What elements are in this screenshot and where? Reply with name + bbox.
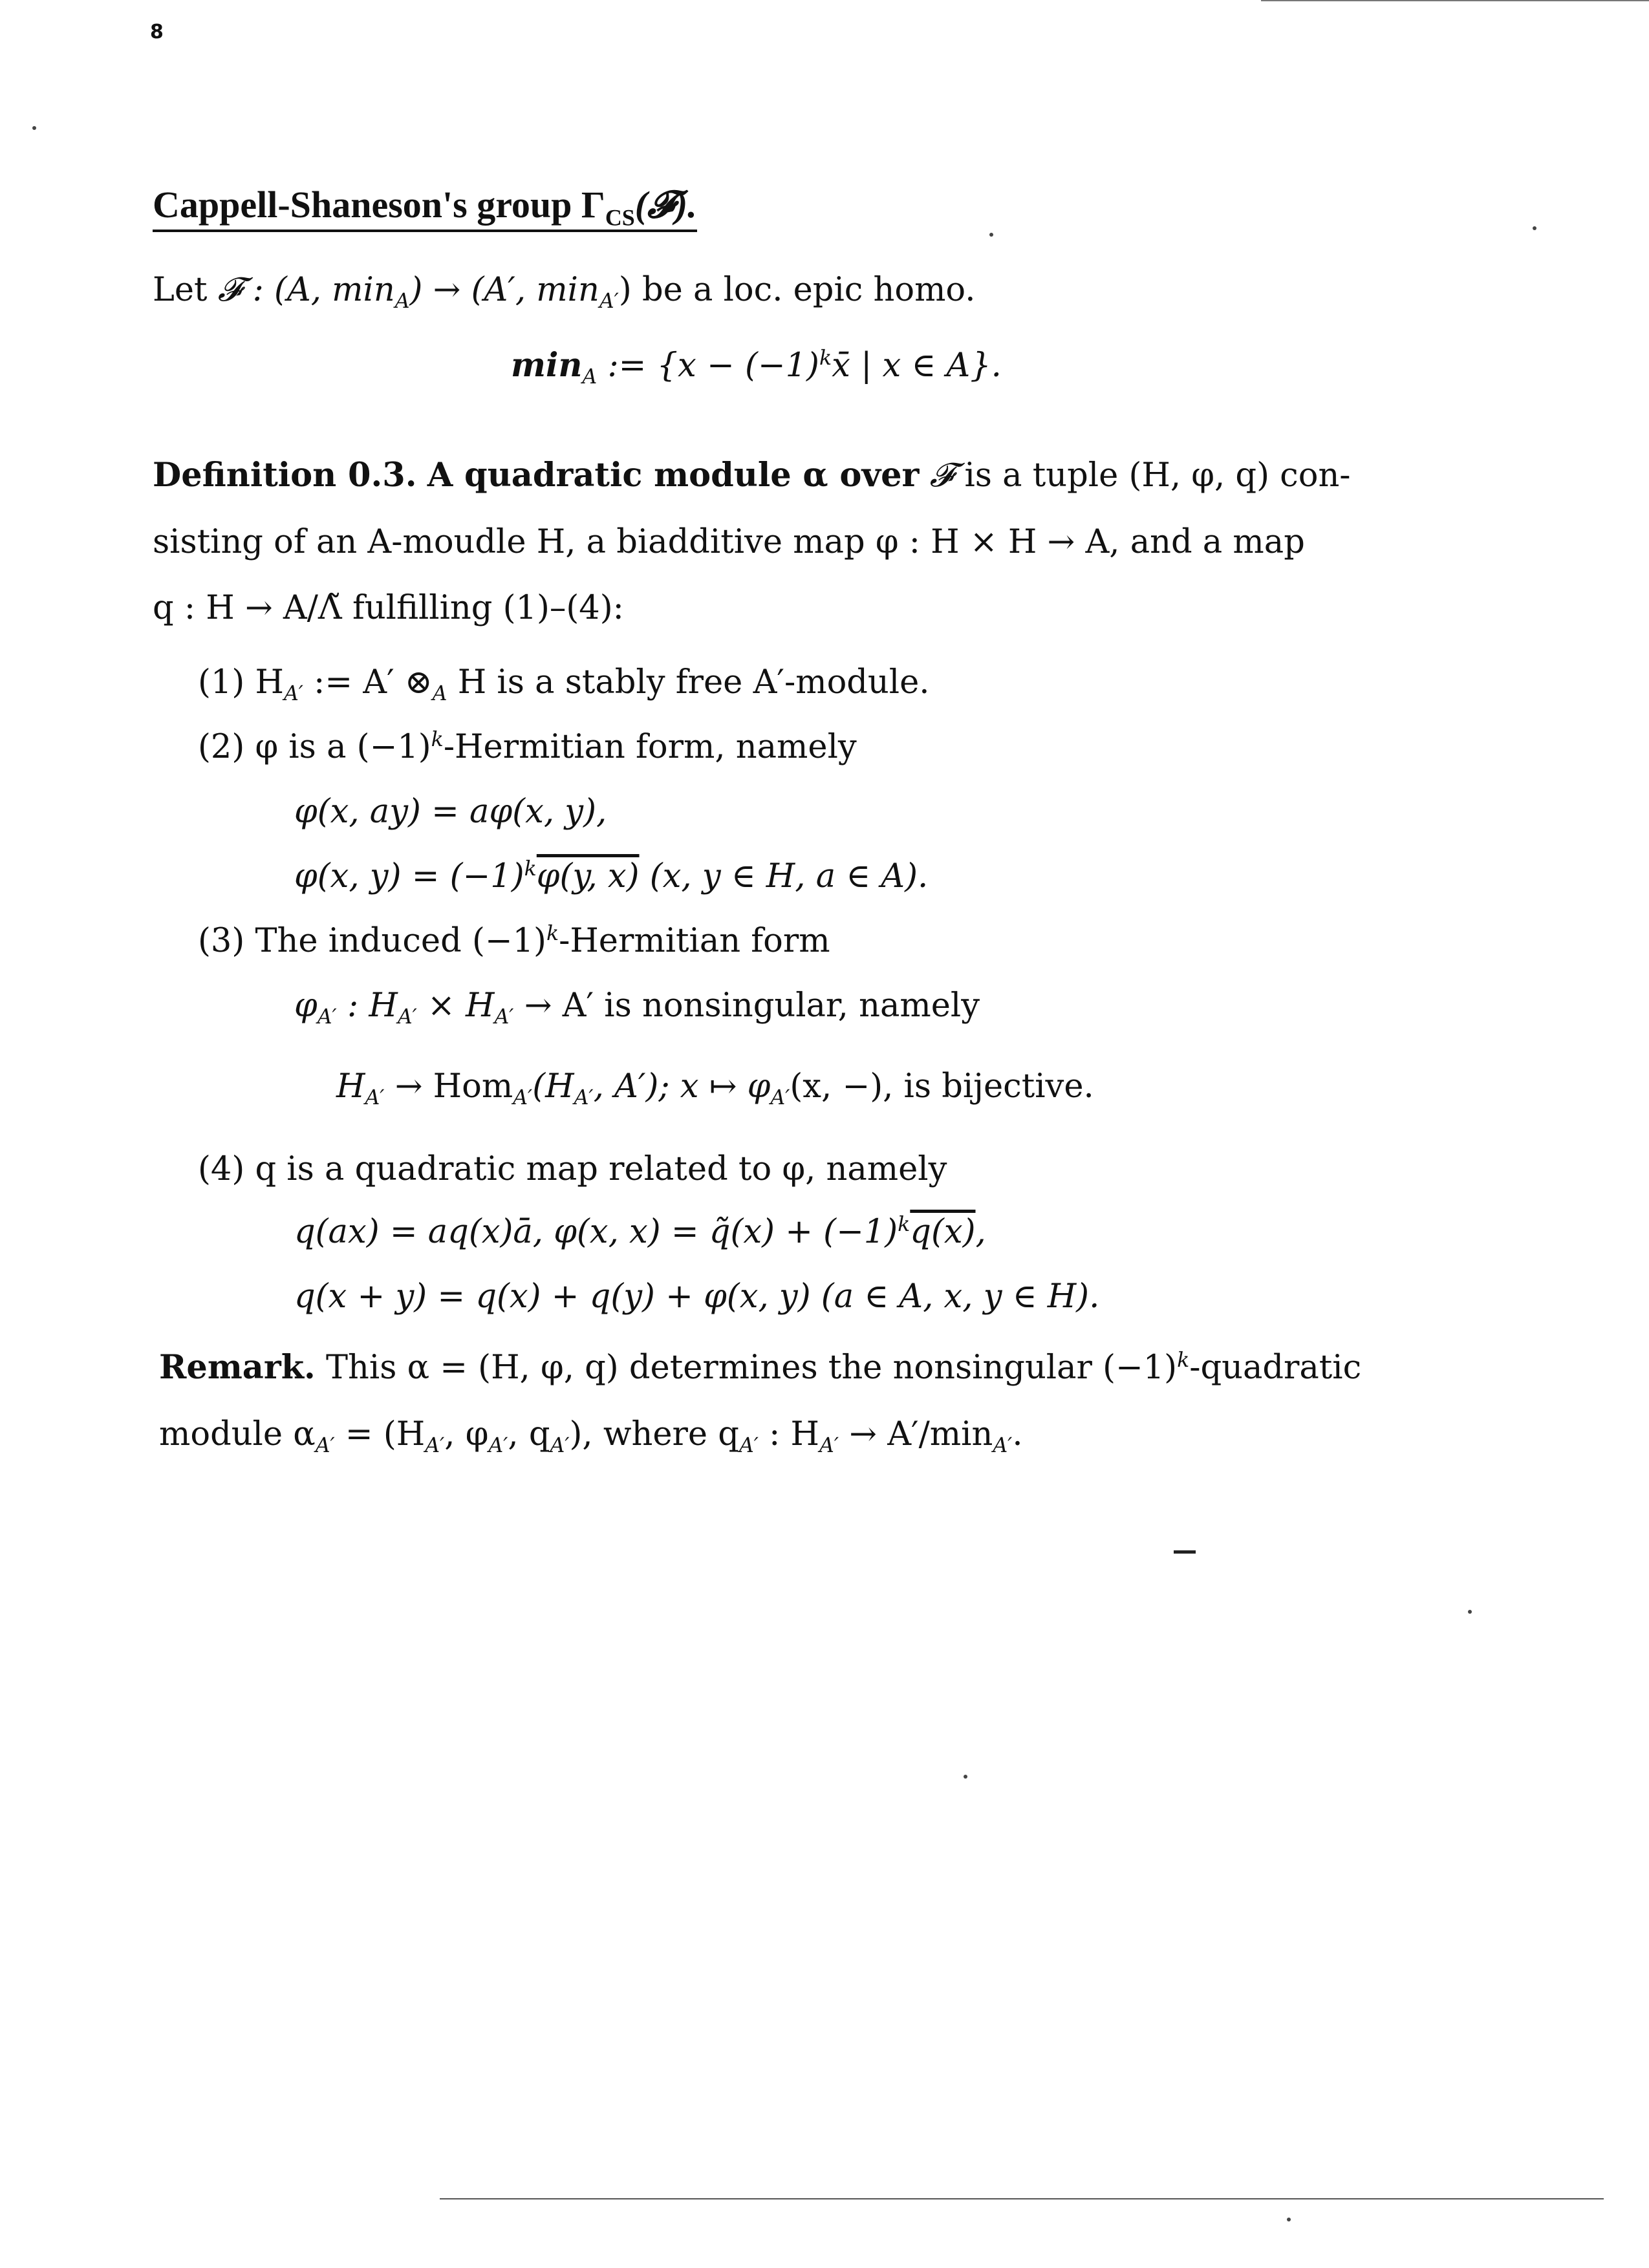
top-edge-rule [1261,0,1649,1]
bottom-edge-rule [440,2198,1604,2199]
item-2-equation-1: φ(x, ay) = aφ(x, y), [294,793,607,831]
scan-speck [1468,1610,1472,1614]
scan-speck [32,126,36,130]
definition-label: Definition 0.3. [153,456,417,495]
min-definition: $\min_A$ := {$x - (-1)^kx̄$ | x ∈ A}. [511,346,1002,389]
item-3: (3) The induced $(-1)^k$-Hermitian form [198,922,830,960]
item-3-line-2: $\varphi_{A'}$ : $H_{A'} \times H_{A'} \to A'$ is nonsingular, namely [294,987,980,1029]
scan-speck [989,233,993,237]
scan-mark [1174,1550,1196,1554]
remark-line-2: module $\alpha_{A'} = (H_{A'}$, $\varphi_{A'}$, $q_{A'}$), where $q_{A'}$ : $H_{A'} \to A'/\min_{A'}$. [159,1415,1023,1458]
section-title: Cappell-Shaneson's group $\Gamma_{CS}(𝓕)$. [153,184,697,232]
item-4: (4) q is a quadratic map related to φ, namely [198,1150,947,1188]
page-number: 8 [150,21,164,43]
scan-speck [1287,2218,1291,2221]
item-2-equation-2: φ(x, $y) = (-1)^k\varphi(y$, x) (x, y ∈ H, a ∈ A). [294,857,929,895]
remark-label: Remark. [159,1348,316,1387]
item-4-equation-2: q(x + y) = q(x) + q(y) + φ(x, y) (a ∈ A, x, y ∈ H). [294,1278,1100,1316]
definition-line-1: Definition 0.3. A quadratic module α over 𝓕 is a tuple (H, φ, q) con- [153,456,1351,495]
item-3-line-3: $H_{A'} \to Hom_{A'}(H_{A'}$, A′); x ↦ $\varphi_{A'}(x$, −), is bijective. [336,1067,1094,1110]
item-4-equation-1: q(ax) = aq(x)ā, φ(x, x) = q̃(x) + $(-1)^kq(x)$, [294,1213,986,1251]
definition-line-3: q : H → A/Λ̃ fulfilling (1)–(4): [153,589,624,627]
item-2: (2) φ is a $(-1)^k$-Hermitian form, namely [198,728,857,766]
scan-speck [964,1775,967,1779]
intro-line: Let 𝓕 : (A, $\min_A) \to (A'$, $\min_{A'}$) be a loc. epic homo. [153,271,976,314]
item-1: (1) $H_{A'}$ := A′ $\otimes_A$ H is a stably free A′-module. [198,663,930,706]
definition-line-2: sisting of an A-moudle H, a biadditive map φ : H × H → A, and a map [153,523,1305,561]
scan-speck [1533,226,1536,230]
remark-line-1: Remark. This α = (H, φ, q) determines the nonsingular $(-1)^k$-quadratic [159,1348,1362,1387]
